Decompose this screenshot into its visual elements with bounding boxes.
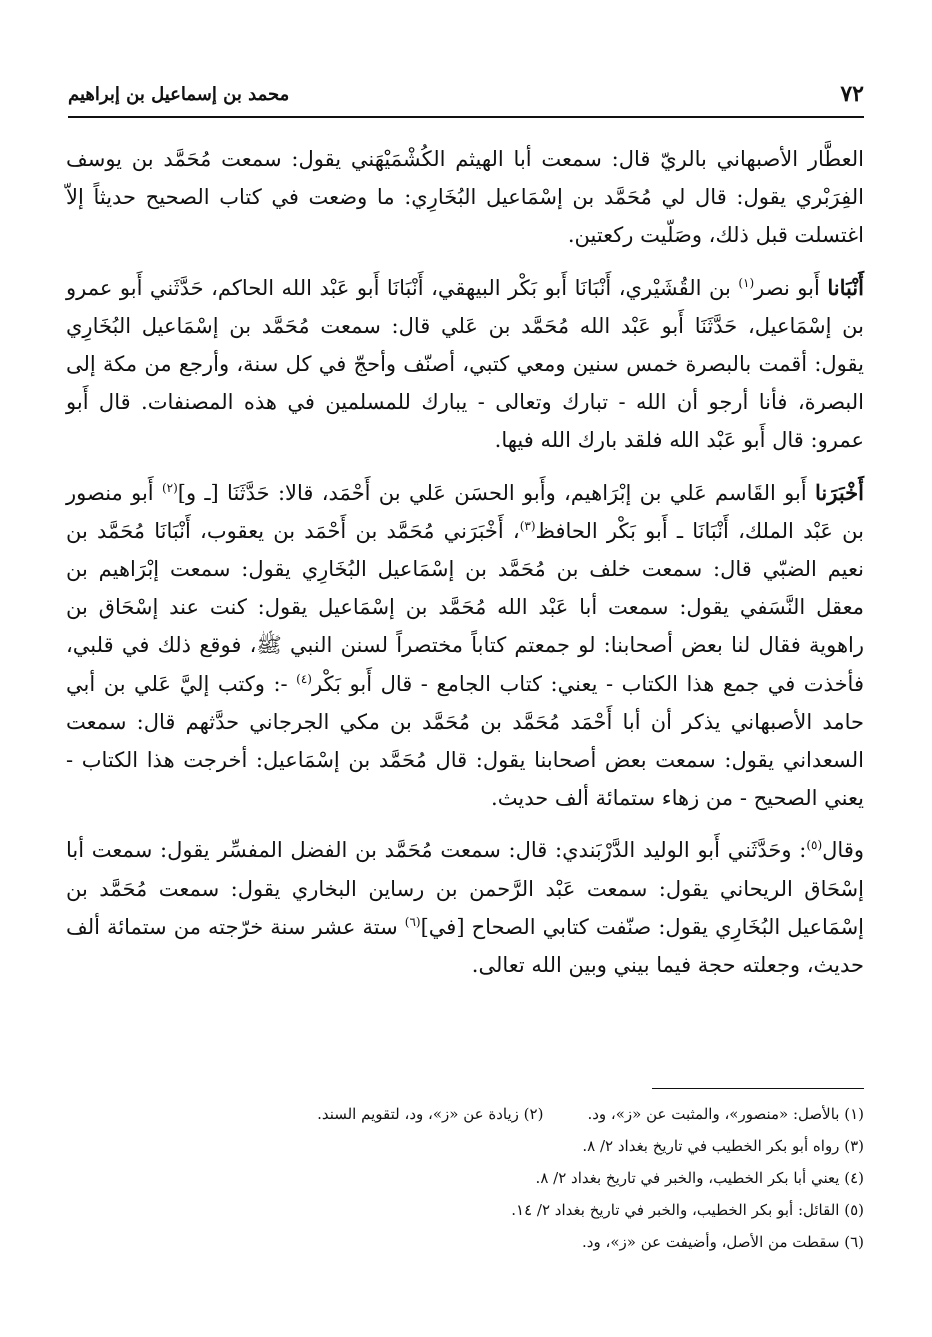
paragraph-text: العطَّار الأصبهاني بالريّ قال: سمعت أبا الهيثم الكُشْمَيْهَني يقول: سمعت مُحَمَّد بن يوسف الفِرَبْري يقول: قال لي مُحَمَّد بن إسْمَاعيل البُخَارِي: ما وضعت في كتاب الصحيح حديثاً إلاّ اغتسلت قبل ذلك، وصَلّيت ركعتين. bbox=[66, 147, 864, 248]
paragraph-3 bbox=[66, 474, 864, 818]
footnote-number: (٢) bbox=[523, 1105, 544, 1123]
footnote-number: (٥) bbox=[844, 1201, 864, 1219]
footnote-ref: (١) bbox=[738, 275, 755, 290]
lead-word: أَخْبَرَنا bbox=[815, 479, 864, 505]
footnote-text: بالأصل: «منصور»، والمثبت عن «ز»، ود. bbox=[587, 1105, 840, 1123]
footnote-ref: (٣) bbox=[519, 518, 536, 533]
paragraph-text: أَبو منصور بن عَبْد الملك، أَنْبَانَا ـ أَبو بَكْر الحافظ bbox=[66, 480, 864, 543]
footnote-4 bbox=[536, 1162, 864, 1194]
paragraph-text: : وحَدَّثَني أَبو الوليد الدَّرْبَندي: قال: سمعت مُحَمَّد بن الفضل المفسِّر يقول: سمعت أبا إسْحَاق الريحاني يقول: سمعت عَبْد الرَّحمن بن رساين البخاري يقول: سمعت مُحَمَّد بن إسْمَاعيل البُخَارِي يقول: صنّفت كتابي الصحاح [في] bbox=[66, 838, 865, 939]
paragraph-text: أَبو نصر bbox=[754, 275, 828, 300]
footnote-text: القائل: أبو بكر الخطيب، والخبر في تاريخ بغداد ٢/ ١٤. bbox=[511, 1201, 840, 1219]
footnote-text: زيادة عن «ز»، ود، لتقويم السند. bbox=[317, 1105, 519, 1123]
footnote-row bbox=[68, 1098, 864, 1130]
footnote-text: رواه أبو بكر الخطيب في تاريخ بغداد ٢/ ٨. bbox=[582, 1137, 840, 1155]
footnote-number: (٤) bbox=[844, 1169, 864, 1187]
footnote-row bbox=[68, 1162, 864, 1194]
paragraph-text: ، أَخْبَرَني مُحَمَّد بن أَحْمَد بن يعقوب، أَنْبَانَا مُحَمَّد بن نعيم الضبّي قال: سمعت خلف بن مُحَمَّد بن إسْمَاعيل البُخَارِي يقول: سمعت إبْرَاهيم بن معقل النَّسَفي يقول: سمعت أبا عَبْد الله مُحَمَّد بن إسْمَاعيل يقول: كنت عند إسْحَاق بن راهوية فقال لنا بعض أصحابنا: لو جمعتم كتاباً مختصراً لسنن النبي ﷺ، فوقع ذلك في قلبي، فأخذت في جمع هذا الكتاب - يعني: كتاب الجامع - قال أَبو بَكْر bbox=[66, 518, 864, 696]
footnote-6 bbox=[582, 1226, 864, 1258]
footnote-text: يعني أبا بكر الخطيب، والخبر في تاريخ بغداد ٢/ ٨. bbox=[535, 1169, 840, 1187]
footnote-5 bbox=[511, 1194, 864, 1226]
lead-word: أَنْبَانا bbox=[827, 274, 864, 300]
footnote-2 bbox=[317, 1098, 543, 1130]
paragraph-text: -: وكتب إليَّ عَلي بن أبي حامد الأصبهاني يذكر أن أبا أَحْمَد مُحَمَّد بن مُحَمَّد بن مكي الجرجاني حدَّثهم قال: سمعت السعداني يقول: سمعت بعض أصحابنا يقول: قال مُحَمَّد بن إسْمَاعيل: أخرجت هذا الكتاب - يعني الصحيح - من زهاء ستمائة ألف حديث. bbox=[66, 671, 864, 811]
footnote-row bbox=[68, 1130, 864, 1162]
footnote-row bbox=[68, 1226, 864, 1258]
running-title: محمد بن إسماعيل بن إبراهيم bbox=[68, 83, 290, 105]
paragraph-text: وقال bbox=[822, 838, 864, 863]
footnote-number: (٣) bbox=[844, 1137, 864, 1155]
main-text bbox=[66, 140, 864, 998]
footnote-number: (١) bbox=[844, 1105, 864, 1123]
footnote-rule bbox=[652, 1088, 864, 1089]
footnote-row bbox=[68, 1194, 864, 1226]
paragraph-text: بن القُشَيْري، أَنْبَانَا أَبو بَكْر البيهقي، أَنْبَانَا أَبو عَبْد الله الحاكم، حَدَّثَني أَبو عمرو بن إسْمَاعيل، حَدَّثَنَا أَبو عَبْد الله مُحَمَّد بن عَلي قال: سمعت مُحَمَّد بن إسْمَاعيل البُخَارِي يقول: أقمت بالبصرة خمس سنين ومعي كتبي، أصنّف وأحجّ في كل سنة، وأرجع من مكة إلى البصرة، فأنا أرجو أن الله - تبارك وتعالى - يبارك للمسلمين في هذه المصنفات. قال أَبو عمرو: قال أَبو عَبْد الله فلقد بارك الله فيها. bbox=[66, 275, 864, 453]
footnote-1 bbox=[587, 1098, 864, 1130]
footnote-ref: (٢) bbox=[161, 480, 178, 495]
footnote-ref: (٦) bbox=[404, 914, 421, 929]
footnote-3 bbox=[582, 1130, 864, 1162]
footnote-text: سقطت من الأصل، وأضيفت عن «ز»، ود. bbox=[582, 1233, 840, 1251]
paragraph-2 bbox=[66, 269, 864, 460]
page-number: ٧٢ bbox=[840, 81, 864, 107]
footnote-number: (٦) bbox=[844, 1233, 864, 1251]
paragraph-1 bbox=[66, 140, 864, 255]
paragraph-text: أَبو القَاسم عَلي بن إبْرَاهيم، وأَبو الحسَن عَلي بن أَحْمَد، قالا: حَدَّثَنَا [ـ و] bbox=[177, 480, 816, 505]
paragraph-text: ستة عشر سنة خرّجته من ستمائة ألف حديث، وجعلته حجة فيما بيني وبين الله تعالى. bbox=[66, 914, 864, 978]
footnote-ref: (٥) bbox=[806, 838, 823, 853]
paragraph-4 bbox=[66, 831, 864, 984]
page-header bbox=[68, 76, 864, 112]
footnote-ref: (٤) bbox=[296, 671, 312, 686]
header-rule bbox=[68, 116, 864, 118]
footnotes bbox=[68, 1098, 864, 1258]
